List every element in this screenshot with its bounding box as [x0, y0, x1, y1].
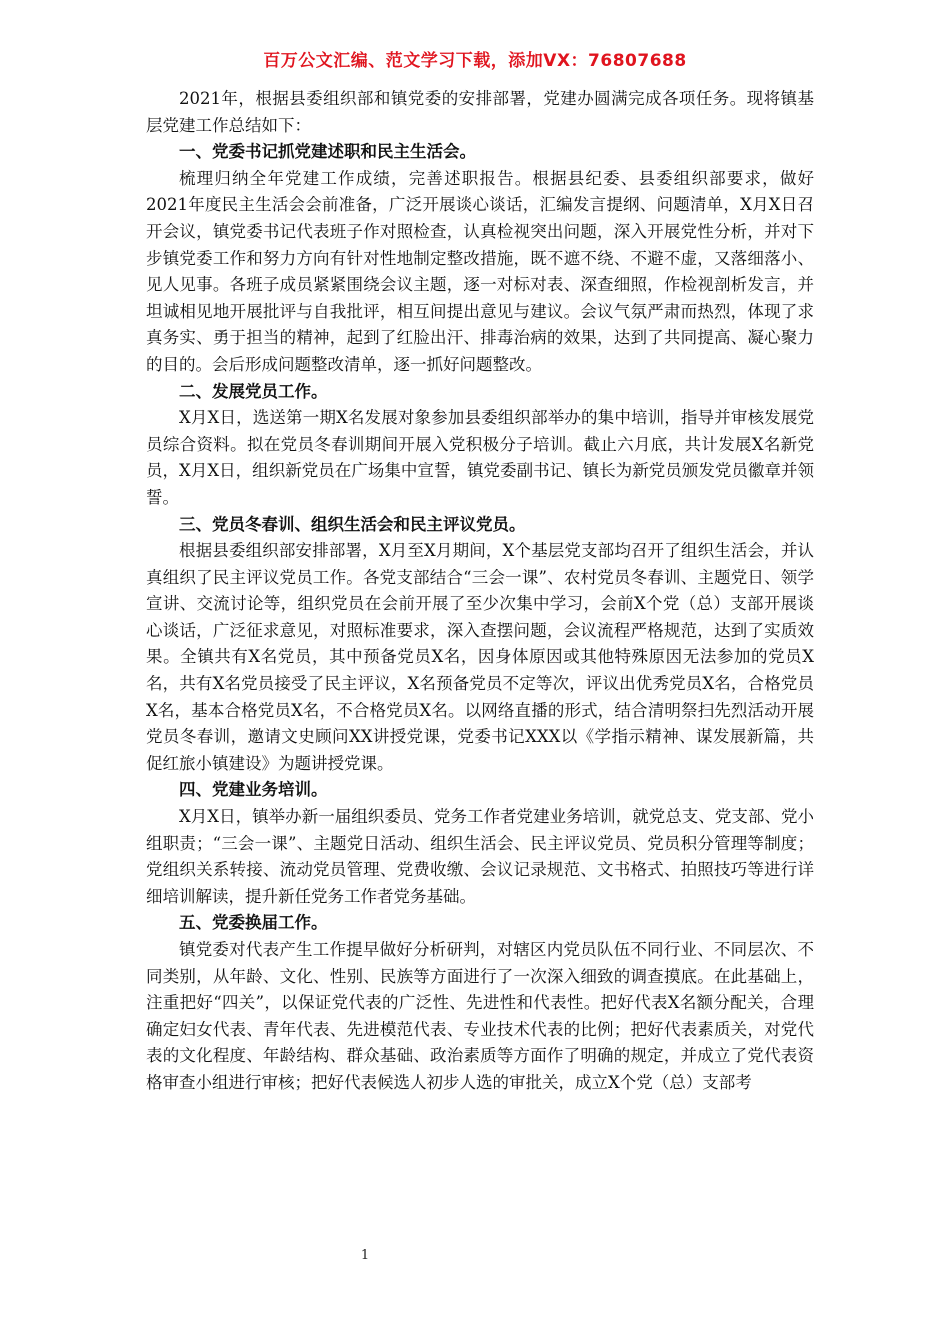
section-heading-4: 四、党建业务培训。 [179, 780, 328, 800]
section-body-4: X月X日，镇举办新一届组织委员、党务工作者党建业务培训，就党总支、党支部、党小组职责；“三会一课”、主题党日活动、组织生活会、民主评议党员、党员积分管理等制度；党组织关系转接、流动党员管理、党费收缴、会议记录规范、文书格式、拍照技巧等进行详细培训解读，提升新任党务工作者党务基础。 [146, 807, 814, 906]
intro-paragraph: 2021年，根据县委组织部和镇党委的安排部署，党建办圆满完成各项任务。现将镇基层党建工作总结如下： [146, 89, 814, 135]
document-body [146, 86, 814, 1097]
watermark-banner: 百万公文汇编、范文学习下载，添加VX：76807688 [263, 51, 687, 71]
section-heading-1: 一、党委书记抓党建述职和民主生活会。 [179, 142, 476, 162]
section-body-3: 根据县委组织部安排部署，X月至X月期间，X个基层党支部均召开了组织生活会，并认真组织了民主评议党员工作。各党支部结合“三会一课”、农村党员冬春训、主题党日、领学宣讲、交流讨论等，组织党员在会前开展了至少次集中学习，会前X个党（总）支部开展谈心谈话，广泛征求意见，对照标准要求，深入查摆问题，会议流程严格规范，达到了实质效果。全镇共有X名党员，其中预备党员X名，因身体原因或其他特殊原因无法参加的党员X名，共有X名党员接受了民主评议，X名预备党员不定等次，评议出优秀党员X名，合格党员X名，基本合格党员X名，不合格党员X名。以网络直播的形式，结合清明祭扫先烈活动开展党员冬春训，邀请文史顾问XX讲授党课，党委书记XXX以《学指示精神、谋发展新篇，共促红旅小镇建设》为题讲授党课。 [146, 541, 814, 773]
page-number: 1 [360, 1248, 370, 1263]
section-heading-5: 五、党委换届工作。 [179, 913, 328, 933]
section-heading-2: 二、发展党员工作。 [179, 381, 328, 401]
section-heading-3: 三、党员冬春训、组织生活会和民主评议党员。 [179, 514, 526, 534]
section-body-2: X月X日，选送第一期X名发展对象参加县委组织部举办的集中培训，指导并审核发展党员综合资料。拟在党员冬春训期间开展入党积极分子培训。截止六月底，共计发展X名新党员，X月X日，组织新党员在广场集中宣誓，镇党委副书记、镇长为新党员颁发党员徽章并领誓。 [146, 408, 814, 507]
section-body-5: 镇党委对代表产生工作提早做好分析研判，对辖区内党员队伍不同行业、不同层次、不同类别，从年龄、文化、性别、民族等方面进行了一次深入细致的调查摸底。在此基础上，注重把好“四关”，以保证党代表的广泛性、先进性和代表性。把好代表X名额分配关，合理确定妇女代表、青年代表、先进模范代表、专业技术代表的比例；把好代表素质关，对党代表的文化程度、年龄结构、群众基础、政治素质等方面作了明确的规定，并成立了党代表资格审查小组进行审核；把好代表候选人初步人选的审批关，成立X个党（总）支部考 [146, 940, 814, 1092]
section-body-1: 梳理归纳全年党建工作成绩，完善述职报告。根据县纪委、县委组织部要求，做好2021年度民主生活会会前准备，广泛开展谈心谈话，汇编发言提纲、问题清单，X月X日召开会议，镇党委书记代表班子作对照检查，认真检视突出问题，深入开展党性分析，并对下步镇党委工作和努力方向有针对性地制定整改措施，既不遮不绕、不避不虚，又落细落小、见人见事。各班子成员紧紧围绕会议主题，逐一对标对表、深查细照，作检视剖析发言，并坦诚相见地开展批评与自我批评，相互间提出意见与建议。会议气氛严肃而热烈，体现了求真务实、勇于担当的精神，起到了红脸出汗、排毒治病的效果，达到了共同提高、凝心聚力的目的。会后形成问题整改清单，逐一抓好问题整改。 [146, 168, 814, 374]
